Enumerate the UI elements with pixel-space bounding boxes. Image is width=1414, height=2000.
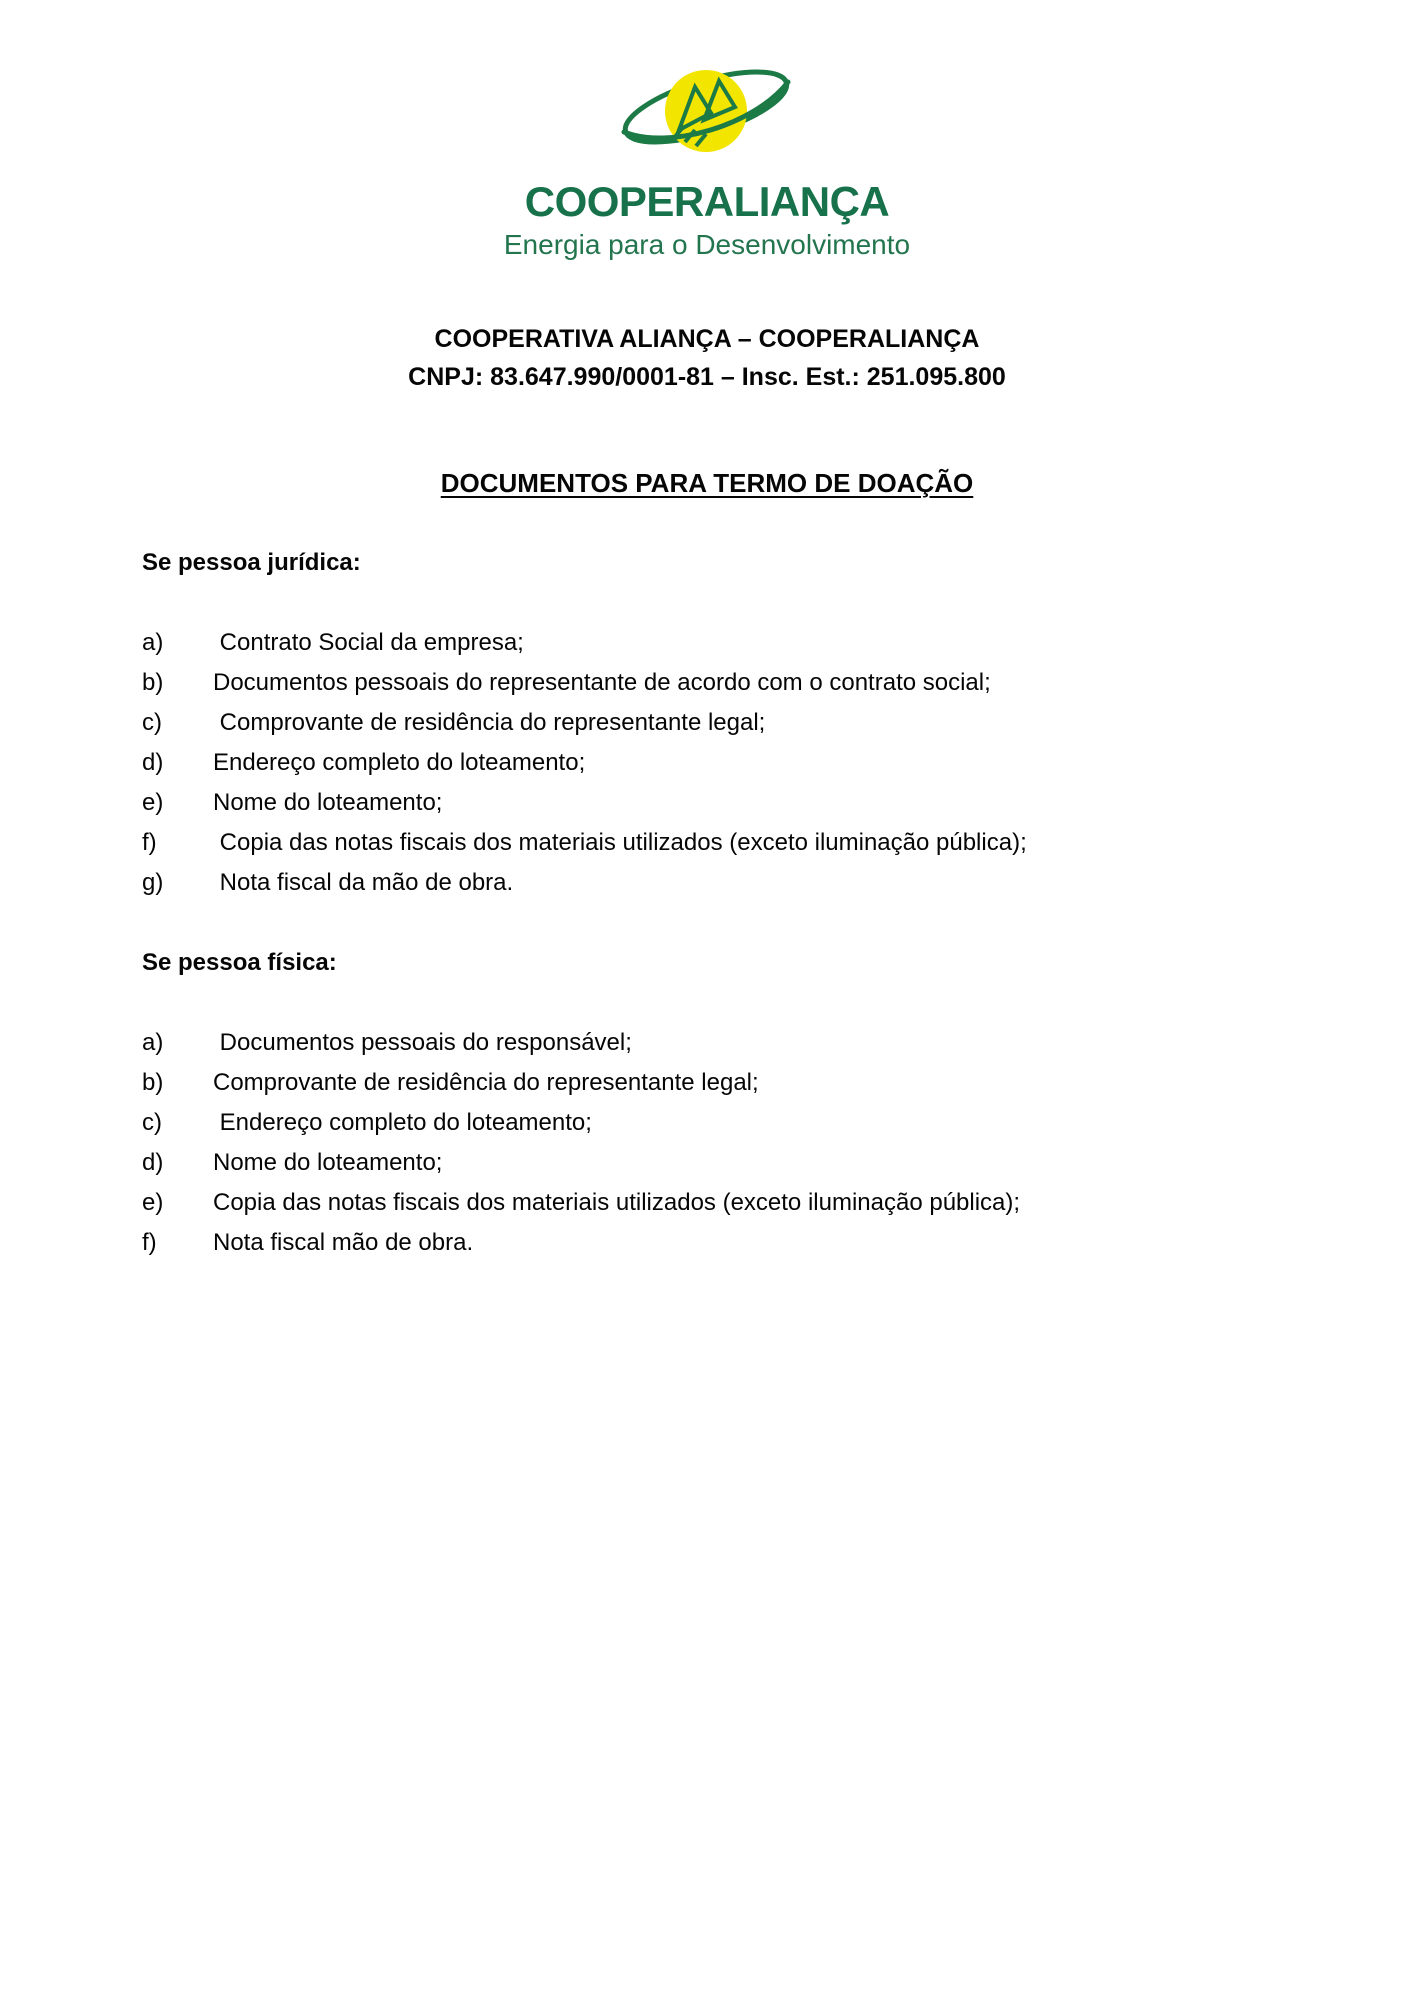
list-item-marker: b)	[142, 669, 164, 696]
list-item-text: Nota fiscal mão de obra.	[213, 1229, 474, 1256]
list-item-marker: f)	[142, 1229, 157, 1256]
list-item-marker: f)	[142, 829, 157, 856]
list-item	[142, 623, 1294, 663]
list-item-marker: e)	[142, 1189, 164, 1216]
list-item	[142, 1063, 1294, 1103]
list-item-text: Copia das notas fiscais dos materiais utilizados (exceto iluminação pública);	[213, 1189, 1021, 1216]
section-pessoa-juridica	[142, 547, 1294, 903]
org-name-line: COOPERATIVA ALIANÇA – COOPERALIANÇA	[434, 325, 980, 353]
item-list	[142, 1023, 1294, 1263]
list-item-marker: d)	[142, 1149, 164, 1176]
item-list	[142, 623, 1294, 903]
list-item	[142, 1223, 1294, 1263]
list-item-text: Nome do loteamento;	[213, 1149, 443, 1176]
logo-tagline: Energia para o Desenvolvimento	[503, 229, 911, 260]
list-item-text: Documentos pessoais do responsável;	[213, 1029, 632, 1056]
list-item-marker: a)	[142, 1029, 164, 1056]
list-item	[142, 743, 1294, 783]
list-item	[142, 1023, 1294, 1063]
list-item-marker: d)	[142, 749, 164, 776]
org-header	[0, 320, 1414, 396]
list-item-marker: a)	[142, 629, 164, 656]
list-item	[142, 1183, 1294, 1223]
list-item-text: Comprovante de residência do representante legal;	[213, 709, 766, 736]
list-item-text: Nome do loteamento;	[213, 789, 443, 816]
list-item	[142, 823, 1294, 863]
list-item-marker: c)	[142, 709, 162, 736]
list-item-text: Endereço completo do loteamento;	[213, 749, 586, 776]
org-cnpj-line: CNPJ: 83.647.990/0001-81 – Insc. Est.: 251.095.800	[408, 363, 1006, 391]
list-item-marker: e)	[142, 789, 164, 816]
cooperalianca-orbit-arrows-icon	[616, 50, 798, 162]
list-item	[142, 863, 1294, 903]
list-item-text: Copia das notas fiscais dos materiais utilizados (exceto iluminação pública);	[213, 829, 1027, 856]
section-pessoa-fisica	[142, 947, 1294, 1263]
list-item-text: Comprovante de residência do representante legal;	[213, 1069, 759, 1096]
list-item-marker: b)	[142, 1069, 164, 1096]
doc-title-wrap	[0, 468, 1414, 499]
list-item-text: Endereço completo do loteamento;	[213, 1109, 592, 1136]
page-title: DOCUMENTOS PARA TERMO DE DOAÇÃO	[440, 468, 974, 498]
list-item	[142, 1143, 1294, 1183]
list-item	[142, 703, 1294, 743]
list-item-text: Nota fiscal da mão de obra.	[213, 869, 514, 896]
logo-wordmark: COOPERALIANÇA	[524, 178, 890, 225]
logo-block	[0, 0, 1414, 262]
list-item	[142, 783, 1294, 823]
list-item	[142, 1103, 1294, 1143]
list-item-text: Contrato Social da empresa;	[213, 629, 524, 656]
list-item-marker: c)	[142, 1109, 162, 1136]
section-heading: Se pessoa jurídica:	[142, 549, 361, 576]
section-heading: Se pessoa física:	[142, 949, 337, 976]
list-item-marker: g)	[142, 869, 164, 896]
list-item	[142, 663, 1294, 703]
list-item-text: Documentos pessoais do representante de acordo com o contrato social;	[213, 669, 991, 696]
